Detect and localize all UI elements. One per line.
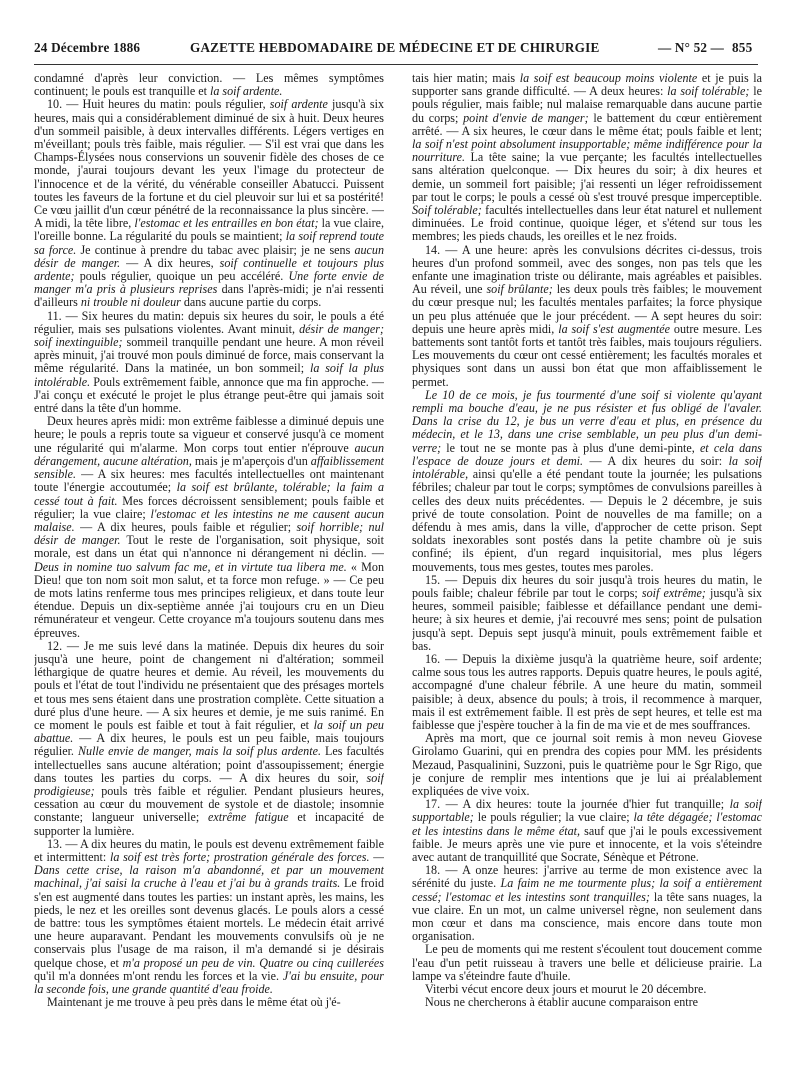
text-run: 12. — Je me suis levé dans la matinée. Depuis dix heures du soir jusqu'à une heure, point de changement ni d'altération; sommeil léthargique de quatre heures et demie. Au réveil, les mouvements du pouls et l'état de tout l'individu ne présentaient que des présages mortels et tous mes sens étaient dans une prostration complète. Cette situation a duré plus d'une heure. — A six heures et demie, je me suis ranimé. En ce moment le pouls est faible et tout à fait régulier, et <box>34 638 384 732</box>
text-run: facultés intellectuelles dans leur état naturel et nullement diminuées. Le froid continue, quoique léger, et s'étend sur tous les membres; les pieds chauds, les oreilles et le nez froids. <box>412 203 762 244</box>
text-run: Mes forces décroissent sensiblement; pouls faible et régulier; la vue claire; <box>34 493 384 521</box>
paragraph <box>412 72 762 244</box>
italic-text: point d'envie de manger; <box>463 110 589 125</box>
text-run: pouls régulier, quoique un peu accéléré. <box>74 269 289 284</box>
paragraph <box>34 415 384 639</box>
text-run: dans aucune partie du corps. <box>180 295 322 310</box>
text-run: sommeil tranquille pendant une heure. A mon réveil après minuit, j'ai trouvé mon pouls diminué de force, mais conservant la même régularité. Dans la matinée, un bon sommeil; <box>34 335 384 376</box>
text-run: Pouls extrêmement faible, annonce que ma fin approche. — J'ai conçu et exécuté le projet le plus étrange peut-être qui jamais soit entré dans la tête d'un homme. <box>34 374 384 416</box>
italic-text: Soif tolérable; <box>412 203 482 218</box>
italic-text: soif prodigieuse; <box>34 770 384 798</box>
text-run: mais je m'aperçois d'un <box>191 453 311 468</box>
italic-text: la tête dégagée; l'estomac et les intestins dans le même état, <box>412 810 762 838</box>
text-run: Viterbi vécut encore deux jours et mourut le 20 décembre. <box>425 982 707 997</box>
italic-text: Le 10 de ce mois, je fus tourmenté d'une soif si violente qu'ayant rempli ma bouche d'eau, je ne pus résister et fus obligé de l'avaler. Dans la crise du 12, je bus un verre d'eau et plus, en présence du médecin, et le 13, dans une crise semblable, un peu plus d'un demi-verre; <box>412 387 762 455</box>
italic-text: J'ai bu ensuite, pour la seconde fois, une grande quantité d'eau froide. <box>34 968 384 997</box>
text-run: ainsi qu'elle a été pendant toute la journée; les pulsations fébriles; chaleur par tout le corps; symptômes de convulsions pareilles à celles des deux nuits précédentes. — Depuis le 2 décembre, je suis privé de toute consolation. Point de nouvelles de ma famille; on a défendu à mes amis, dans la ville, d'approcher de cette prison. Sept soldats inexorables sont postés dans la petite chambre où je suis confiné; ils épient, d'un regard inquisitorial, mes plus légers mouvements, tous mes gestes, toutes mes paroles. <box>412 467 762 574</box>
italic-text: désir de manger; soif inextinguible; <box>34 321 384 350</box>
italic-text: aucun dérangement, aucune altération, <box>34 440 384 468</box>
text-run: — A dix heures, le pouls est un peu faible, mais toujours régulier. <box>34 731 384 759</box>
text-run: tais hier matin; mais <box>412 72 520 85</box>
paragraph <box>412 732 762 798</box>
text-run: 16. — Depuis la dixième jusqu'à la quatrième heure, soif ardente; calme sous tous les autres rapports. Depuis quatre heures, le pouls agité, accompagné d'une chaleur fébrile. A une heure du matin, sommeil paisible; à deux, absence du pouls; à trois, il recommence à marquer, mais il est extrêmement faible. Il est près de sept heures, et telle est ma faiblesse que j'espère toucher à la fin de ma vie et de mes souffrances. <box>412 651 762 732</box>
italic-text: aucun désir de manger. <box>34 242 384 270</box>
text-run: et incapacité de supporter la lumière. <box>34 810 384 838</box>
left-column <box>34 72 384 1067</box>
italic-text: la soif est très forte; prostration générale des forces. — Dans cette crise, la raison m'a abandonné, et par un mouvement machinal, j'ai saisi la cruche à l'eau et j'ai bu à grands traits. <box>34 849 384 891</box>
header-rule <box>34 64 758 65</box>
italic-text: Nulle envie de manger, mais la soif plus ardente. <box>77 744 321 759</box>
text-run: Après ma mort, que ce journal soit remis à mon neveu Giovese Girolamo Guarini, qui en prendra des copies pour MM. les présidents Mezaud, Pasqualinini, Suzzoni, puis le quatrième pour le Sgr Rigo, que je conjure de remplir mes intentions que je lui ai préalablement expliquées de vive voix. <box>412 731 762 798</box>
italic-text: l'estomac et les entrailles en bon état; <box>134 216 319 231</box>
italic-text: Deus in nomine tuo salvum fac me, et in virtute tua libera me. <box>34 559 347 574</box>
paragraph <box>412 653 762 732</box>
text-run: condamné d'après leur conviction. — Les mêmes symptômes continuent; le pouls est tranquille et <box>34 72 384 99</box>
text-run: Le froid s'en est augmenté dans toutes les parties: un instant après, les mains, les pieds, le nez et les oreilles sont devenus glacés. Le pouls alors a cessé de battre: tous les symptômes étaient mortels. Le médecin était arrivé une heure auparavant. Pendant les mouvements convulsifs où je ne conservais plus l'usage de ma raison, il m'a demandé si je désirais quelque chose, et <box>34 876 384 970</box>
paragraph <box>34 838 384 996</box>
header-date: 24 Décembre 1886 <box>34 40 141 55</box>
text-run: outre mesure. Les battements sont tantôt forts et tantôt très faibles, mais toujours réguliers. Les mouvements du cœur ont cessé entièrement; les facultés morales et physiques sont dans un aussi bon état que mon affaiblissement le permet. <box>412 321 762 389</box>
italic-text: extrême fatigue <box>208 810 289 825</box>
text-run: Tout le reste de l'organisation, soit physique, soit morale, est dans un état qui n'annonce ni dérangement ni déclin. — <box>34 533 384 561</box>
text-run: 11. — Six heures du matin: depuis six heures du soir, le pouls a été régulier, mais ses pulsations violentes. Avant minuit, <box>34 308 384 336</box>
italic-text: la soif reprend toute sa force. <box>34 229 384 257</box>
italic-text: soif extrême; <box>641 585 706 600</box>
right-column <box>412 72 762 1067</box>
italic-text: la soif est beaucoup moins violente <box>519 72 698 85</box>
italic-text: la soif tolérable; <box>667 84 750 99</box>
italic-text: soif ardente <box>269 97 328 112</box>
italic-text: l'estomac et les intestins ne me causent aucun malaise. <box>34 506 384 534</box>
text-run: la vue claire, l'oreille bonne. La régularité du pouls se maintient; <box>34 216 384 244</box>
paragraph <box>412 574 762 653</box>
text-run: Le peu de moments qui me restent s'écoulent tout doucement comme l'eau d'un petit ruisseau à travers une belle et délicieuse prairie. La lampe va s'éteindre faute d'huile. <box>412 942 762 983</box>
page-header <box>34 40 758 60</box>
text-run: et je puis la supporter sans grande difficulté. — A deux heures: <box>412 72 762 99</box>
header-page-number: 855 <box>732 40 753 55</box>
italic-text: affaiblissement sensible. <box>34 453 384 482</box>
text-run: Les facultés intellectuelles sans aucune altération; point d'assoupissement; énergie dans toutes les parties du corps. — A dix heures du soir, <box>34 744 384 785</box>
text-run: qu'il m'a données m'ont rendu les forces et la vie. <box>34 968 283 983</box>
italic-text: la soif s'est augmentée <box>558 321 670 336</box>
italic-text: la soif ardente. <box>210 84 283 99</box>
paragraph <box>34 98 384 309</box>
italic-text: soif horrible; nul désir de manger. <box>34 519 384 548</box>
text-run: le tout ne se monte pas à plus d'une demi-pinte, <box>441 440 700 455</box>
text-run: le pouls régulier, mais faible; nul malaise remarquable dans aucune partie du corps; <box>412 84 762 125</box>
text-run: — A dix heures du soir: <box>583 453 729 468</box>
text-run: pouls très faible et régulier. Pendant plusieurs heures, cessation au cœur du mouvement de systole et de diastole; insomnie constante; langueur universelle; <box>34 783 384 825</box>
italic-text: La faim ne me tourmente plus; la soif a entièrement cessé; l'estomac et les intestins sont tranquilles; <box>412 876 762 904</box>
italic-text: soif brûlante; <box>486 282 553 297</box>
paragraph <box>412 864 762 943</box>
text-run: dans l'après-midi; je n'ai ressenti d'ailleurs <box>34 282 384 310</box>
italic-text: la soif la plus intolérable. <box>34 361 384 389</box>
italic-text: Une forte envie de manger m'a pris à plusieurs reprises <box>34 269 384 297</box>
text-run: La tête saine; la vue perçante; les facultés intellectuelles sans altération quelconque. — Dix heures du soir; à dix heures et demie, un sommeil fort paisible; j'ai ressenti un léger refroidissement par tout le corps; le pouls a cessé où s'est trouvé presque imperceptible. <box>412 150 762 204</box>
paragraph <box>412 798 762 864</box>
italic-text: la soif n'est point absolument insupportable; même indifférence pour la nourriture. <box>412 137 762 165</box>
text-run: les deux pouls très faibles; le mouvement du cœur presque nul; les facultés mentales parfaites; la force physique un peu plus atténuée que le jour précédent. — A sept heures du soir: depuis une heure après midi, <box>412 282 762 336</box>
text-run: 17. — A dix heures: toute la journée d'hier fut tranquille; <box>425 797 730 812</box>
text-run: Deux heures après midi: mon extrême faiblesse a diminué depuis une heure; le pouls a repris toute sa vigueur et conservé jusqu'à ce moment une régularité qui m'alarme. Mon corps tout entier n'éprouve <box>34 414 384 455</box>
text-run: jusqu'à six heures, mais qui a considérablement diminué de six à huit. Deux heures d'un sommeil paisible, à deux intervalles différents. Légers vertiges en m'éveillant; pouls très faible, mais régulier. — S'il est vrai que dans les Champs-Élysées nous conservions un souvenir fidèle des choses de ce monde, j'aurai toujours devant les yeux l'image du protecteur de l'innocence et de la vérité, du vénérable conseiller Abatucci. Puissent toutes les faveurs de la fortune et du ciel pleuvoir sur lui et sa postérité! Ce vœu jaillit d'un cœur pénétré de la reconnaissance la plus sincère. — A midi, la tête libre, <box>34 97 384 231</box>
text-run: « Mon Dieu! que ton nom soit mon salut, et ta force mon refuge. » — Ce peu de mots latins renferme tous mes principes religieux, et dans toute leur étendue. Depuis un dix-septième année j'ai toujours cru en un Dieu rémunérateur et vengeur. Cette croyance m'a toujours soutenu dans mes épreuves. <box>34 559 384 640</box>
text-run: 13. — A dix heures du matin, le pouls est devenu extrêmement faible et intermittent: <box>34 836 384 864</box>
text-run: Nous ne chercherons à établir aucune comparaison entre <box>425 995 698 1010</box>
text-run: 10. — Huit heures du matin: pouls régulier, <box>47 97 270 112</box>
italic-text: ni trouble ni douleur <box>80 295 181 310</box>
paragraph <box>412 996 762 1009</box>
italic-text: la soif est brûlante, tolérable; la faim a cessé tout à fait. <box>34 480 384 508</box>
text-run: — A dix heures, <box>120 255 220 270</box>
italic-text: la soif intolérable, <box>412 453 762 482</box>
text-run: 14. — A une heure: après les convulsions décrites ci-dessus, trois heures d'un profond sommeil, avec des songes, non pas tels que les enfante une imagination triste ou délirante, mais agréables et paisibles. Au réveil, une <box>412 242 762 297</box>
text-run: — A six heures: mes facultés intellectuelles ont maintenant toute l'énergie accoutumée; <box>34 467 384 495</box>
paragraph <box>412 943 762 983</box>
paragraph <box>412 244 762 389</box>
paragraph <box>34 310 384 416</box>
header-journal-title: GAZETTE HEBDOMADAIRE DE MÉDECINE ET DE CHIRURGIE <box>190 40 600 55</box>
paragraph <box>34 996 384 1009</box>
italic-text: la soif supportable; <box>412 797 762 825</box>
text-run: Je continue à prendre du tabac avec plaisir; je ne sens <box>76 242 355 257</box>
paragraph <box>34 640 384 838</box>
text-run: sauf que j'ai le pouls excessivement faible. Je meurs après une vie pure et innocente, et la vois s'éteindre avec autant de tranquillité que Socrate, Sénèque et Pétrone. <box>412 823 762 864</box>
header-issue-number: — N° 52 — <box>658 40 725 55</box>
text-run: 18. — A onze heures: j'arrive au terme de mon existence avec la sérénité du juste. <box>412 863 762 891</box>
text-run: 15. — Depuis dix heures du soir jusqu'à trois heures du matin, le pouls faible; chaleur fébrile par tout le corps; <box>412 572 762 600</box>
italic-text: soif continuelle et toujours plus ardente; <box>34 255 384 284</box>
text-run: le battement du cœur entièrement arrêté. — A six heures, le cœur dans le même état; pouls faible et lent; <box>412 110 762 138</box>
text-run: — A dix heures, pouls faible et régulier; <box>74 519 297 534</box>
text-run: Maintenant je me trouve à peu près dans le même état où j'é- <box>47 995 341 1010</box>
text-run: jusqu'à six heures, sommeil paisible; faiblesse et défaillance pendant une demi-heure; à six heures et demie, j'ai recouvré mes sens; point de pulsation jusqu'à sept. Depuis sept jusqu'à minuit, pouls extrêmement faible et bas. <box>412 585 762 653</box>
paragraph <box>34 72 384 98</box>
paragraph <box>412 389 762 574</box>
italic-text: et cela dans l'espace de douze jours et demi. <box>412 440 762 468</box>
italic-text: m'a proposé un peu de vin. Quatre ou cinq cuillerées <box>122 955 384 970</box>
italic-text: la soif un peu abattue. <box>34 717 384 746</box>
text-run: le pouls régulier; la vue claire; <box>473 810 634 825</box>
text-run: la tête sans nuages, la vue claire. En un mot, un calme universel règne, non seulement dans mon cœur et dans ma conscience, mais encore dans toute mon organisation. <box>412 889 762 944</box>
